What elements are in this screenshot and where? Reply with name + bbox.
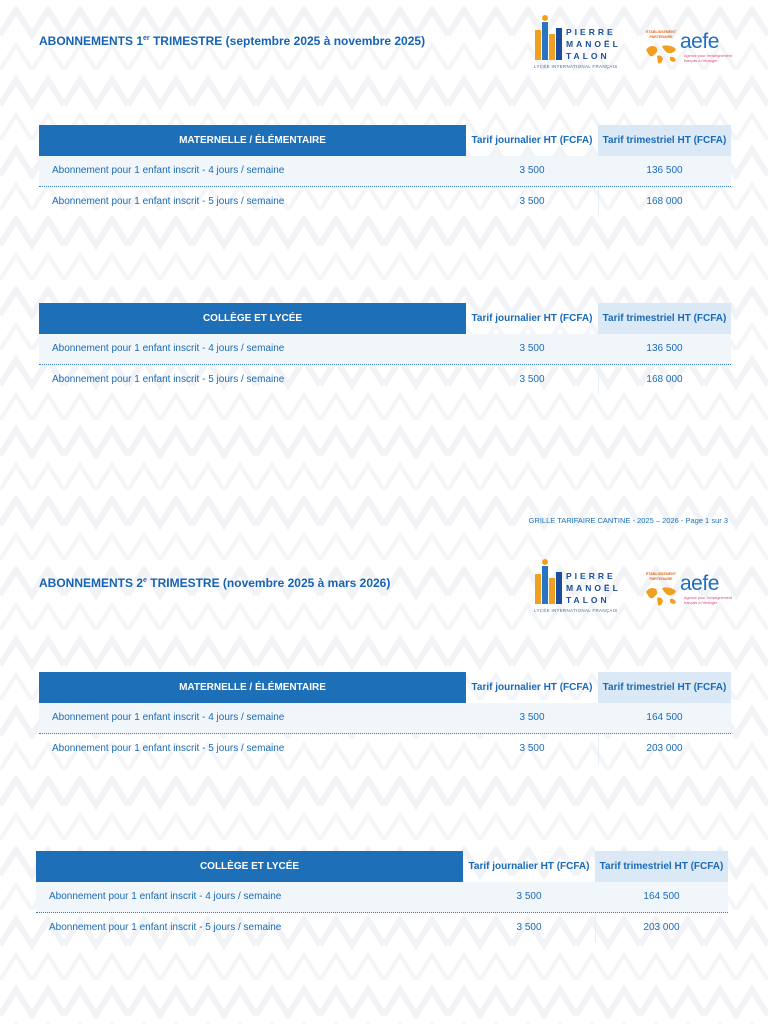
world-map-icon bbox=[644, 42, 678, 68]
pmt-logo-mark bbox=[534, 14, 564, 62]
row-daily-rate: 3 500 bbox=[519, 196, 545, 207]
table-row bbox=[39, 334, 731, 365]
row-label: Abonnement pour 1 enfant inscrit - 5 jours / semaine bbox=[52, 743, 285, 754]
row-label: Abonnement pour 1 enfant inscrit - 4 jours / semaine bbox=[52, 165, 285, 176]
row-quarterly-rate: 168 000 bbox=[646, 374, 683, 385]
aefe-partner-label: ÉTABLISSEMENT PARTENAIRE bbox=[645, 30, 677, 39]
table-row bbox=[39, 365, 731, 395]
row-quarterly-rate: 164 500 bbox=[643, 891, 680, 902]
row-label: Abonnement pour 1 enfant inscrit - 5 jours / semaine bbox=[52, 196, 285, 207]
table-header bbox=[39, 672, 731, 704]
world-map-icon bbox=[644, 584, 678, 610]
table-heading: MATERNELLE / ÉLÉMENTAIRE bbox=[39, 672, 466, 703]
pmt-logo-mark bbox=[534, 558, 564, 606]
aefe-description: Agence pour l'enseignement français à l'étranger bbox=[684, 596, 733, 605]
row-quarterly-rate: 203 000 bbox=[646, 743, 683, 754]
row-daily-rate: 3 500 bbox=[516, 891, 542, 902]
table-row bbox=[39, 734, 731, 764]
row-daily-rate: 3 500 bbox=[519, 712, 545, 723]
row-quarterly-rate: 203 000 bbox=[643, 922, 680, 933]
aefe-logo bbox=[644, 28, 736, 72]
aefe-logo bbox=[644, 570, 736, 614]
table-row bbox=[36, 882, 728, 913]
table-row bbox=[39, 156, 731, 187]
table-row bbox=[39, 703, 731, 734]
section-2-title bbox=[39, 576, 390, 590]
pmt-logo-line-3: TALON bbox=[566, 51, 610, 61]
section-1-title bbox=[39, 34, 425, 48]
pmt-logo-line-3: TALON bbox=[566, 595, 610, 605]
column-daily-rate: Tarif journalier HT (FCFA) bbox=[468, 860, 590, 872]
pmt-logo-line-2: MANOËL bbox=[566, 583, 621, 593]
pmt-logo-subtitle: LYCÉE INTERNATIONAL FRANÇAIS bbox=[534, 64, 618, 69]
table-row bbox=[36, 913, 728, 943]
row-label: Abonnement pour 1 enfant inscrit - 4 jours / semaine bbox=[52, 343, 285, 354]
pmt-logo bbox=[534, 556, 634, 616]
pmt-logo-line-1: PIERRE bbox=[566, 27, 616, 37]
table-heading: COLLÈGE ET LYCÉE bbox=[36, 851, 463, 882]
column-quarterly-rate: Tarif trimestriel HT (FCFA) bbox=[595, 851, 728, 882]
section-1-title-main: ABONNEMENTS 1 bbox=[39, 34, 144, 48]
column-quarterly-rate: Tarif trimestriel HT (FCFA) bbox=[598, 672, 731, 703]
aefe-description: Agence pour l'enseignement français à l'étranger bbox=[684, 54, 733, 63]
column-quarterly-rate: Tarif trimestriel HT (FCFA) bbox=[598, 125, 731, 156]
table-header bbox=[36, 851, 728, 883]
row-quarterly-rate: 168 000 bbox=[646, 196, 683, 207]
section-2-title-period: TRIMESTRE (novembre 2025 à mars 2026) bbox=[146, 576, 391, 590]
row-label: Abonnement pour 1 enfant inscrit - 4 jours / semaine bbox=[49, 891, 282, 902]
table-header bbox=[39, 125, 731, 157]
row-label: Abonnement pour 1 enfant inscrit - 5 jours / semaine bbox=[49, 922, 282, 933]
row-quarterly-rate: 136 500 bbox=[646, 165, 683, 176]
row-quarterly-rate: 164 500 bbox=[646, 712, 683, 723]
row-quarterly-rate: 136 500 bbox=[646, 343, 683, 354]
column-daily-rate: Tarif journalier HT (FCFA) bbox=[471, 312, 593, 324]
pmt-logo-line-1: PIERRE bbox=[566, 571, 616, 581]
aefe-wordmark: aefe bbox=[680, 30, 719, 53]
row-daily-rate: 3 500 bbox=[519, 743, 545, 754]
row-daily-rate: 3 500 bbox=[519, 165, 545, 176]
page-footer: GRILLE TARIFAIRE CANTINE - 2025 – 2026 - Page 1 sur 3 bbox=[528, 516, 728, 525]
section-2-title-main: ABONNEMENTS 2 bbox=[39, 576, 144, 590]
pmt-logo-line-2: MANOËL bbox=[566, 39, 621, 49]
section-1-title-ordinal: er bbox=[143, 35, 150, 42]
row-daily-rate: 3 500 bbox=[519, 374, 545, 385]
column-quarterly-rate: Tarif trimestriel HT (FCFA) bbox=[598, 303, 731, 334]
pmt-logo-subtitle: LYCÉE INTERNATIONAL FRANÇAIS bbox=[534, 608, 618, 613]
column-daily-rate: Tarif journalier HT (FCFA) bbox=[471, 134, 593, 146]
aefe-partner-label: ÉTABLISSEMENT PARTENAIRE bbox=[645, 572, 677, 581]
table-heading: COLLÈGE ET LYCÉE bbox=[39, 303, 466, 334]
section-1-title-period: TRIMESTRE (septembre 2025 à novembre 2025) bbox=[149, 34, 426, 48]
column-daily-rate: Tarif journalier HT (FCFA) bbox=[471, 681, 593, 693]
row-label: Abonnement pour 1 enfant inscrit - 5 jours / semaine bbox=[52, 374, 285, 385]
row-daily-rate: 3 500 bbox=[519, 343, 545, 354]
pmt-logo bbox=[534, 12, 634, 72]
table-row bbox=[39, 187, 731, 217]
table-header bbox=[39, 303, 731, 335]
table-heading: MATERNELLE / ÉLÉMENTAIRE bbox=[39, 125, 466, 156]
row-daily-rate: 3 500 bbox=[516, 922, 542, 933]
aefe-wordmark: aefe bbox=[680, 572, 719, 595]
section-2-title-ordinal: e bbox=[143, 577, 147, 584]
row-label: Abonnement pour 1 enfant inscrit - 4 jours / semaine bbox=[52, 712, 285, 723]
